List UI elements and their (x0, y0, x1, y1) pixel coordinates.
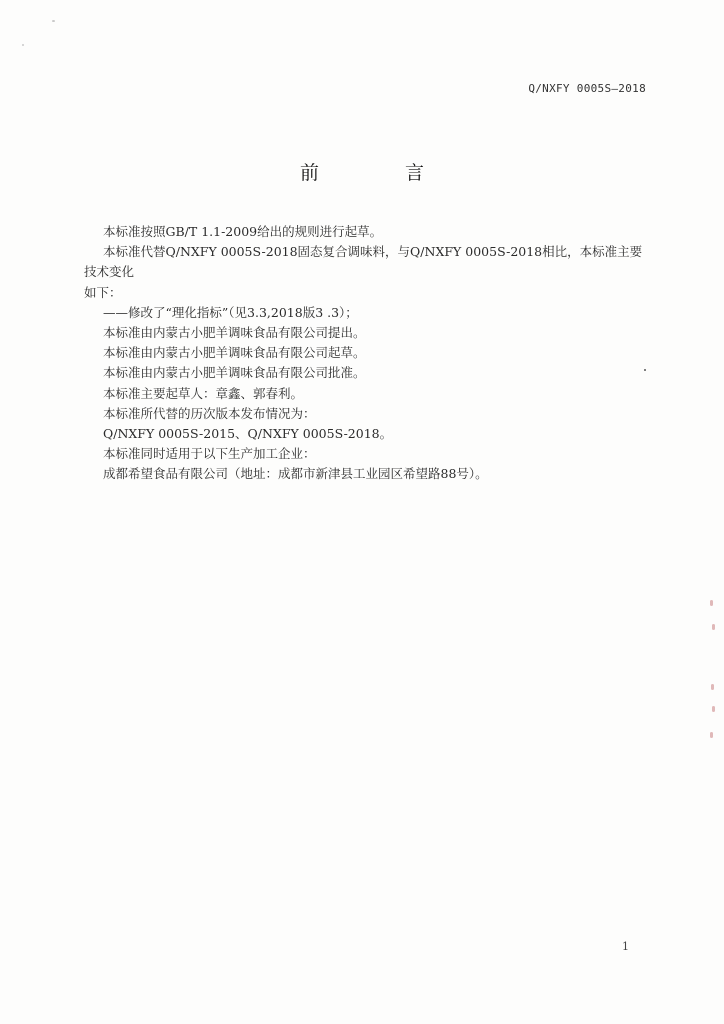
paragraph: ——修改了“理化指标”（见3.3,2018版3 .3）； (103, 304, 358, 320)
standard-code: Q/NXFY 0005S—2018 (528, 82, 646, 95)
paragraph: 本标准按照GB/T 1.1-2009给出的规则进行起草。 (103, 224, 383, 239)
paragraph: 本标准由内蒙古小肥羊调味食品有限公司提出。 (103, 325, 366, 341)
scan-speck (52, 20, 55, 22)
paragraph: 成都希望食品有限公司（地址：成都市新津县工业园区希望路88号）。 (103, 466, 488, 482)
paragraph: 本标准由内蒙古小肥羊调味食品有限公司起草。 (103, 345, 366, 361)
scan-edge-mark (710, 600, 713, 606)
paragraph: 本标准主要起草人：章鑫、郭春利。 (103, 385, 304, 401)
paragraph: Q/NXFY 0005S-2015、Q/NXFY 0005S-2018。 (103, 426, 393, 442)
scan-edge-mark (712, 706, 715, 712)
scan-edge-mark (712, 624, 715, 630)
scan-edge-mark (711, 684, 714, 690)
page-title: 前 言 (299, 162, 465, 184)
page-number: 1 (622, 940, 629, 953)
paragraph: 本标准同时适用于以下生产加工企业： (103, 446, 316, 462)
paragraph: 如下： (84, 284, 122, 300)
foreword-body (84, 222, 654, 485)
scan-speck (22, 44, 24, 46)
paragraph: 本标准所代替的历次版本发布情况为： (103, 405, 316, 421)
paragraph: 本标准由内蒙古小肥羊调味食品有限公司批准。 (103, 365, 366, 381)
paragraph: 本标准代替Q/NXFY 0005S-2018固态复合调味料，与Q/NXFY 0005S-2018相比，本标准主要技术变化 (84, 244, 643, 280)
scan-edge-mark (710, 732, 713, 738)
